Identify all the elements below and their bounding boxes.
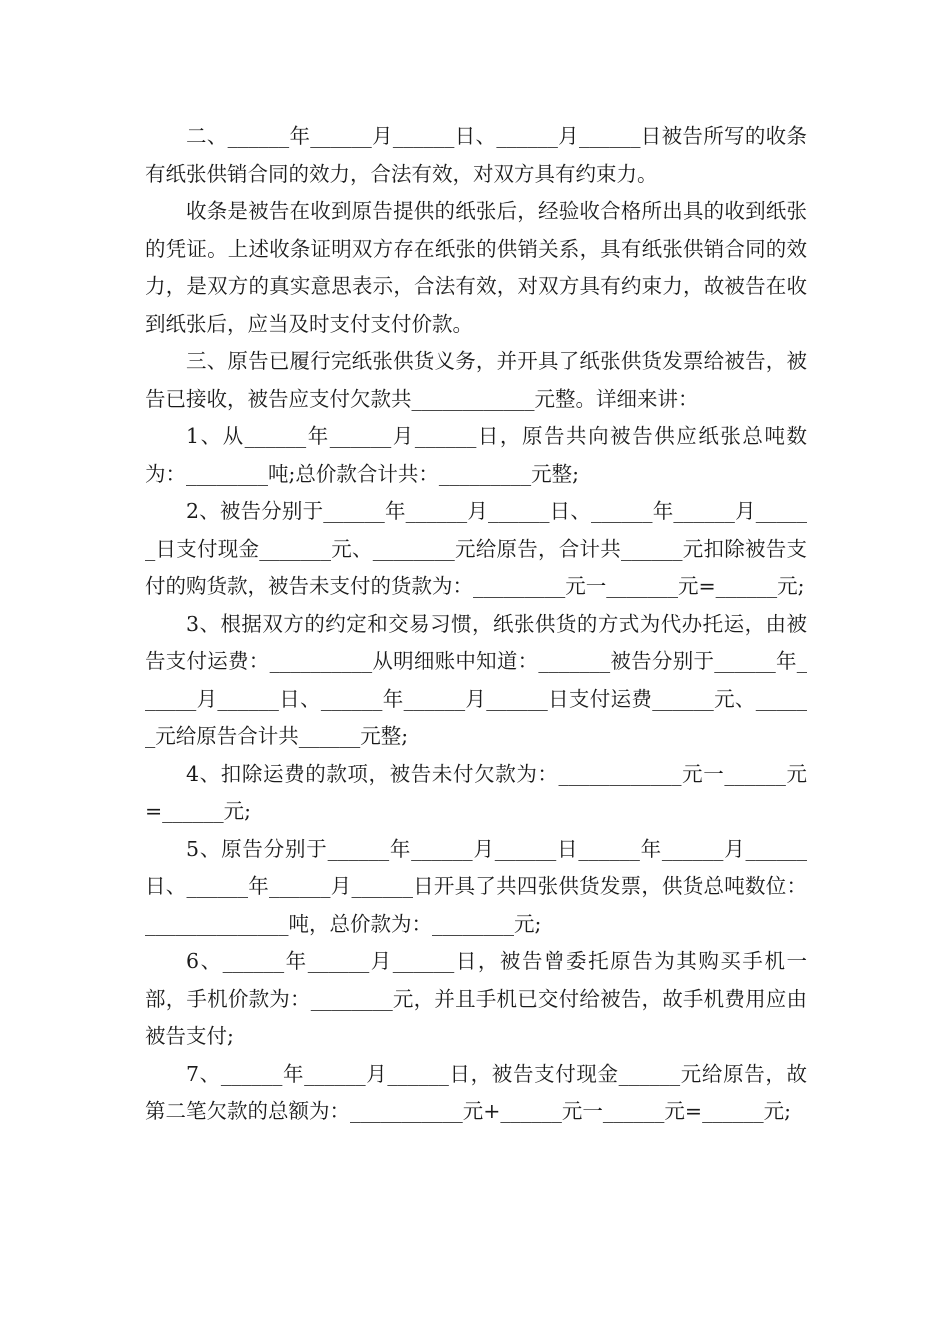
document-body — [145, 118, 807, 1131]
paragraph-item-2: 2、被告分别于______年______月______日、______年______月______日支付现金_______元、________元给原告，合计共______元扣除被告支付的购货款，被告未支付的货款为：_________元一_______元=______元; — [145, 499, 807, 598]
paragraph-item-4: 4、扣除运费的款项，被告未付欠款为：____________元一______元=______元; — [145, 761, 807, 823]
paragraph-item-5: 5、原告分别于______年______月______日______年______月______日、______年______月______日开具了共四张供货发票，供货总吨数位：______________吨，总价款为：________元; — [145, 836, 807, 936]
paragraph-item-6: 6、______年______月______日，被告曾委托原告为其购买手机一部，手机价款为：________元，并且手机已交付给被告，故手机费用应由被告支付; — [145, 949, 807, 1048]
paragraph-section-two: 二、______年______月______日、______月______日被告所写的收条有纸张供销合同的效力，合法有效，对双方具有约束力。 — [145, 124, 807, 186]
paragraph-item-1: 1、从______年______月______日，原告共向被告供应纸张总吨数为：________吨;总价款合计共：_________元整; — [145, 424, 807, 486]
paragraph-receipt-explanation: 收条是被告在收到原告提供的纸张后，经验收合格所出具的收到纸张的凭证。上述收条证明双方存在纸张的供销关系，具有纸张供销合同的效力，是双方的真实意思表示，合法有效，对双方具有约束力，故被告在收到纸张后，应当及时支付支付价款。 — [145, 199, 807, 336]
paragraph-section-three: 三、原告已履行完纸张供货义务，并开具了纸张供货发票给被告，被告已接收，被告应支付欠款共____________元整。详细来讲： — [145, 349, 807, 411]
paragraph-item-7: 7、______年______月______日，被告支付现金______元给原告，故第二笔欠款的总额为：___________元+______元一______元=______元; — [145, 1061, 807, 1123]
paragraph-item-3: 3、根据双方的约定和交易习惯，纸张供货的方式为代办托运，由被告支付运费：__________从明细账中知道：_______被告分别于______年______月______日、______年______月______日支付运费______元、______元给原告合计共______元整; — [145, 611, 807, 748]
